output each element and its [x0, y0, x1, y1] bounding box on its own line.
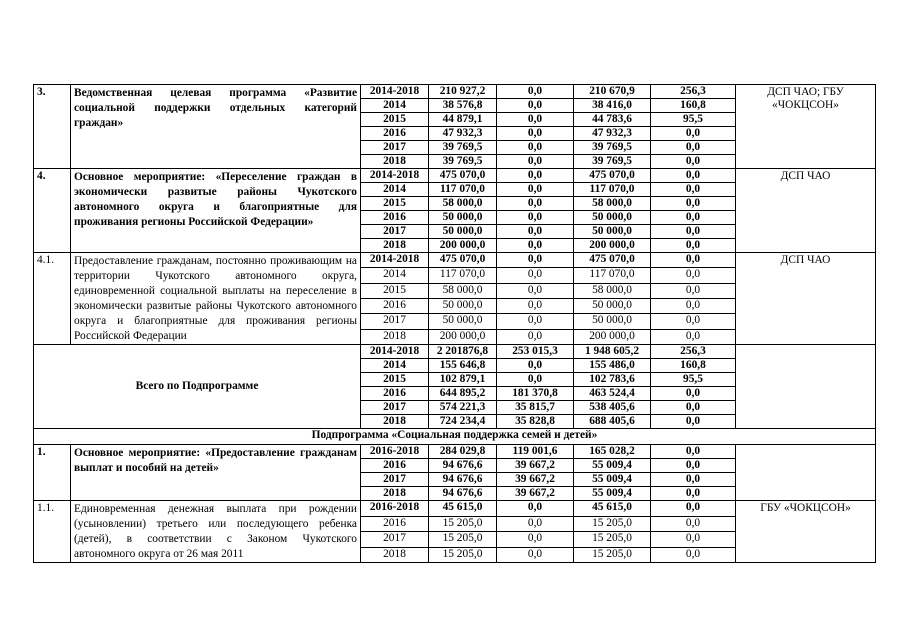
federal-budget-cell: 0,0 — [497, 253, 574, 268]
item-number: 3. — [34, 85, 71, 169]
federal-budget-cell: 39 667,2 — [497, 487, 574, 501]
total-amount-cell: 200 000,0 — [429, 239, 497, 253]
total-amount-cell: 117 070,0 — [429, 268, 497, 283]
total-amount-cell: 724 234,4 — [429, 415, 497, 429]
other-sources-cell: 0,0 — [651, 183, 736, 197]
item-number: 1.1. — [34, 501, 71, 563]
item-description: Единовременная денежная выплата при рождении (усыновлении) третьего или последующего ребенка (детей), в соответствии с Законом Чукотского автономного округа от 26 мая 2011 — [71, 501, 361, 563]
total-amount-cell: 50 000,0 — [429, 211, 497, 225]
table-row — [34, 501, 876, 517]
federal-budget-cell: 0,0 — [497, 516, 574, 532]
other-sources-cell: 0,0 — [651, 268, 736, 283]
regional-budget-cell: 1 948 605,2 — [574, 345, 651, 359]
other-sources-cell: 0,0 — [651, 283, 736, 298]
other-sources-cell: 0,0 — [651, 329, 736, 344]
other-sources-cell: 0,0 — [651, 516, 736, 532]
section-header-row — [34, 429, 876, 445]
table-row — [34, 345, 876, 359]
section-title: Подпрограмма «Социальная поддержка семей и детей» — [34, 429, 876, 445]
other-sources-cell: 256,3 — [651, 85, 736, 99]
total-amount-cell: 644 895,2 — [429, 387, 497, 401]
regional-budget-cell: 50 000,0 — [574, 314, 651, 329]
total-amount-cell: 39 769,5 — [429, 141, 497, 155]
regional-budget-cell: 55 009,4 — [574, 473, 651, 487]
item-number: 4. — [34, 169, 71, 253]
period-cell: 2014 — [361, 183, 429, 197]
other-sources-cell: 0,0 — [651, 487, 736, 501]
federal-budget-cell: 0,0 — [497, 501, 574, 517]
responsible-executor — [736, 345, 876, 429]
period-cell: 2017 — [361, 473, 429, 487]
other-sources-cell: 0,0 — [651, 141, 736, 155]
regional-budget-cell: 102 783,6 — [574, 373, 651, 387]
period-cell: 2016-2018 — [361, 445, 429, 459]
regional-budget-cell: 38 416,0 — [574, 99, 651, 113]
federal-budget-cell: 181 370,8 — [497, 387, 574, 401]
period-cell: 2014-2018 — [361, 253, 429, 268]
total-amount-cell: 155 646,8 — [429, 359, 497, 373]
other-sources-cell: 0,0 — [651, 445, 736, 459]
total-amount-cell: 574 221,3 — [429, 401, 497, 415]
table-row — [34, 445, 876, 459]
total-amount-cell: 102 879,1 — [429, 373, 497, 387]
other-sources-cell: 0,0 — [651, 197, 736, 211]
period-cell: 2017 — [361, 401, 429, 415]
regional-budget-cell: 475 070,0 — [574, 169, 651, 183]
regional-budget-cell: 210 670,9 — [574, 85, 651, 99]
regional-budget-cell: 58 000,0 — [574, 197, 651, 211]
period-cell: 2017 — [361, 314, 429, 329]
federal-budget-cell: 0,0 — [497, 197, 574, 211]
other-sources-cell: 0,0 — [651, 211, 736, 225]
item-number: 4.1. — [34, 253, 71, 345]
federal-budget-cell: 0,0 — [497, 314, 574, 329]
federal-budget-cell: 0,0 — [497, 113, 574, 127]
responsible-executor: ГБУ «ЧОКЦСОН» — [736, 501, 876, 563]
federal-budget-cell: 0,0 — [497, 532, 574, 548]
other-sources-cell: 0,0 — [651, 239, 736, 253]
regional-budget-cell: 200 000,0 — [574, 329, 651, 344]
federal-budget-cell: 0,0 — [497, 359, 574, 373]
regional-budget-cell: 55 009,4 — [574, 459, 651, 473]
regional-budget-cell: 117 070,0 — [574, 183, 651, 197]
total-amount-cell: 200 000,0 — [429, 329, 497, 344]
responsible-executor: ДСП ЧАО — [736, 169, 876, 253]
period-cell: 2014-2018 — [361, 85, 429, 99]
regional-budget-cell: 463 524,4 — [574, 387, 651, 401]
total-amount-cell: 15 205,0 — [429, 547, 497, 563]
federal-budget-cell: 0,0 — [497, 85, 574, 99]
regional-budget-cell: 475 070,0 — [574, 253, 651, 268]
period-cell: 2014-2018 — [361, 169, 429, 183]
federal-budget-cell: 0,0 — [497, 547, 574, 563]
other-sources-cell: 0,0 — [651, 532, 736, 548]
other-sources-cell: 0,0 — [651, 501, 736, 517]
period-cell: 2016 — [361, 516, 429, 532]
total-amount-cell: 50 000,0 — [429, 298, 497, 313]
period-cell: 2015 — [361, 197, 429, 211]
regional-budget-cell: 538 405,6 — [574, 401, 651, 415]
period-cell: 2014 — [361, 268, 429, 283]
federal-budget-cell: 0,0 — [497, 239, 574, 253]
federal-budget-cell: 0,0 — [497, 127, 574, 141]
regional-budget-cell: 45 615,0 — [574, 501, 651, 517]
responsible-executor — [736, 445, 876, 501]
total-amount-cell: 94 676,6 — [429, 487, 497, 501]
period-cell: 2015 — [361, 113, 429, 127]
total-amount-cell: 94 676,6 — [429, 459, 497, 473]
period-cell: 2014-2018 — [361, 345, 429, 359]
regional-budget-cell: 165 028,2 — [574, 445, 651, 459]
other-sources-cell: 95,5 — [651, 373, 736, 387]
total-amount-cell: 117 070,0 — [429, 183, 497, 197]
period-cell: 2016 — [361, 298, 429, 313]
federal-budget-cell: 39 667,2 — [497, 459, 574, 473]
other-sources-cell: 0,0 — [651, 547, 736, 563]
total-amount-cell: 15 205,0 — [429, 516, 497, 532]
period-cell: 2018 — [361, 239, 429, 253]
regional-budget-cell: 55 009,4 — [574, 487, 651, 501]
item-description: Основное мероприятие: «Предоставление гражданам выплат и пособий на детей» — [71, 445, 361, 501]
other-sources-cell: 0,0 — [651, 314, 736, 329]
regional-budget-cell: 117 070,0 — [574, 268, 651, 283]
other-sources-cell: 0,0 — [651, 253, 736, 268]
other-sources-cell: 0,0 — [651, 225, 736, 239]
total-amount-cell: 50 000,0 — [429, 314, 497, 329]
total-amount-cell: 39 769,5 — [429, 155, 497, 169]
other-sources-cell: 0,0 — [651, 298, 736, 313]
regional-budget-cell: 58 000,0 — [574, 283, 651, 298]
regional-budget-cell: 39 769,5 — [574, 155, 651, 169]
total-amount-cell: 475 070,0 — [429, 253, 497, 268]
period-cell: 2016 — [361, 387, 429, 401]
regional-budget-cell: 15 205,0 — [574, 547, 651, 563]
federal-budget-cell: 0,0 — [497, 141, 574, 155]
period-cell: 2015 — [361, 283, 429, 298]
budget-table-body — [34, 85, 876, 563]
total-amount-cell: 58 000,0 — [429, 197, 497, 211]
regional-budget-cell: 39 769,5 — [574, 141, 651, 155]
table-row — [34, 169, 876, 183]
other-sources-cell: 0,0 — [651, 415, 736, 429]
federal-budget-cell: 0,0 — [497, 155, 574, 169]
table-row — [34, 253, 876, 268]
total-label: Всего по Подпрограмме — [34, 345, 361, 429]
table-row — [34, 85, 876, 99]
federal-budget-cell: 0,0 — [497, 169, 574, 183]
period-cell: 2016 — [361, 127, 429, 141]
total-amount-cell: 15 205,0 — [429, 532, 497, 548]
total-amount-cell: 475 070,0 — [429, 169, 497, 183]
document-page — [33, 84, 875, 563]
regional-budget-cell: 50 000,0 — [574, 211, 651, 225]
federal-budget-cell: 119 001,6 — [497, 445, 574, 459]
period-cell: 2014 — [361, 99, 429, 113]
period-cell: 2017 — [361, 141, 429, 155]
regional-budget-cell: 200 000,0 — [574, 239, 651, 253]
federal-budget-cell: 39 667,2 — [497, 473, 574, 487]
total-amount-cell: 44 879,1 — [429, 113, 497, 127]
regional-budget-cell: 15 205,0 — [574, 516, 651, 532]
federal-budget-cell: 0,0 — [497, 225, 574, 239]
other-sources-cell: 160,8 — [651, 359, 736, 373]
regional-budget-cell: 15 205,0 — [574, 532, 651, 548]
total-amount-cell: 94 676,6 — [429, 473, 497, 487]
period-cell: 2017 — [361, 532, 429, 548]
total-amount-cell: 45 615,0 — [429, 501, 497, 517]
regional-budget-cell: 50 000,0 — [574, 225, 651, 239]
other-sources-cell: 0,0 — [651, 169, 736, 183]
regional-budget-cell: 47 932,3 — [574, 127, 651, 141]
item-number: 1. — [34, 445, 71, 501]
federal-budget-cell: 0,0 — [497, 211, 574, 225]
federal-budget-cell: 0,0 — [497, 268, 574, 283]
period-cell: 2018 — [361, 415, 429, 429]
federal-budget-cell: 0,0 — [497, 329, 574, 344]
period-cell: 2016 — [361, 459, 429, 473]
period-cell: 2018 — [361, 547, 429, 563]
total-amount-cell: 210 927,2 — [429, 85, 497, 99]
federal-budget-cell: 0,0 — [497, 283, 574, 298]
period-cell: 2017 — [361, 225, 429, 239]
responsible-executor: ДСП ЧАО — [736, 253, 876, 345]
other-sources-cell: 0,0 — [651, 387, 736, 401]
other-sources-cell: 95,5 — [651, 113, 736, 127]
other-sources-cell: 256,3 — [651, 345, 736, 359]
regional-budget-cell: 688 405,6 — [574, 415, 651, 429]
total-amount-cell: 47 932,3 — [429, 127, 497, 141]
period-cell: 2016 — [361, 211, 429, 225]
regional-budget-cell: 44 783,6 — [574, 113, 651, 127]
regional-budget-cell: 50 000,0 — [574, 298, 651, 313]
other-sources-cell: 0,0 — [651, 459, 736, 473]
item-description: Предоставление гражданам, постоянно проживающим на территории Чукотского автономного округа, единовременной социальной выплаты на переселение в экономически развитые районы Чукотского автономного округа и благоприятные для проживания регионы Российской Федерации — [71, 253, 361, 345]
regional-budget-cell: 155 486,0 — [574, 359, 651, 373]
period-cell: 2016-2018 — [361, 501, 429, 517]
period-cell: 2018 — [361, 487, 429, 501]
total-amount-cell: 58 000,0 — [429, 283, 497, 298]
item-description: Основное мероприятие: «Переселение граждан в экономически развитые районы Чукотского автономного округа и благоприятные для проживания регионы Российской Федерации» — [71, 169, 361, 253]
federal-budget-cell: 0,0 — [497, 373, 574, 387]
period-cell: 2018 — [361, 155, 429, 169]
budget-table — [33, 84, 876, 563]
federal-budget-cell: 0,0 — [497, 298, 574, 313]
federal-budget-cell: 35 828,8 — [497, 415, 574, 429]
federal-budget-cell: 0,0 — [497, 183, 574, 197]
period-cell: 2014 — [361, 359, 429, 373]
other-sources-cell: 160,8 — [651, 99, 736, 113]
item-description: Ведомственная целевая программа «Развитие социальной поддержки отдельных категорий граждан» — [71, 85, 361, 169]
period-cell: 2015 — [361, 373, 429, 387]
federal-budget-cell: 35 815,7 — [497, 401, 574, 415]
other-sources-cell: 0,0 — [651, 155, 736, 169]
period-cell: 2018 — [361, 329, 429, 344]
federal-budget-cell: 253 015,3 — [497, 345, 574, 359]
other-sources-cell: 0,0 — [651, 401, 736, 415]
other-sources-cell: 0,0 — [651, 127, 736, 141]
total-amount-cell: 50 000,0 — [429, 225, 497, 239]
total-amount-cell: 284 029,8 — [429, 445, 497, 459]
total-amount-cell: 2 201876,8 — [429, 345, 497, 359]
responsible-executor: ДСП ЧАО; ГБУ «ЧОКЦСОН» — [736, 85, 876, 169]
other-sources-cell: 0,0 — [651, 473, 736, 487]
total-amount-cell: 38 576,8 — [429, 99, 497, 113]
federal-budget-cell: 0,0 — [497, 99, 574, 113]
